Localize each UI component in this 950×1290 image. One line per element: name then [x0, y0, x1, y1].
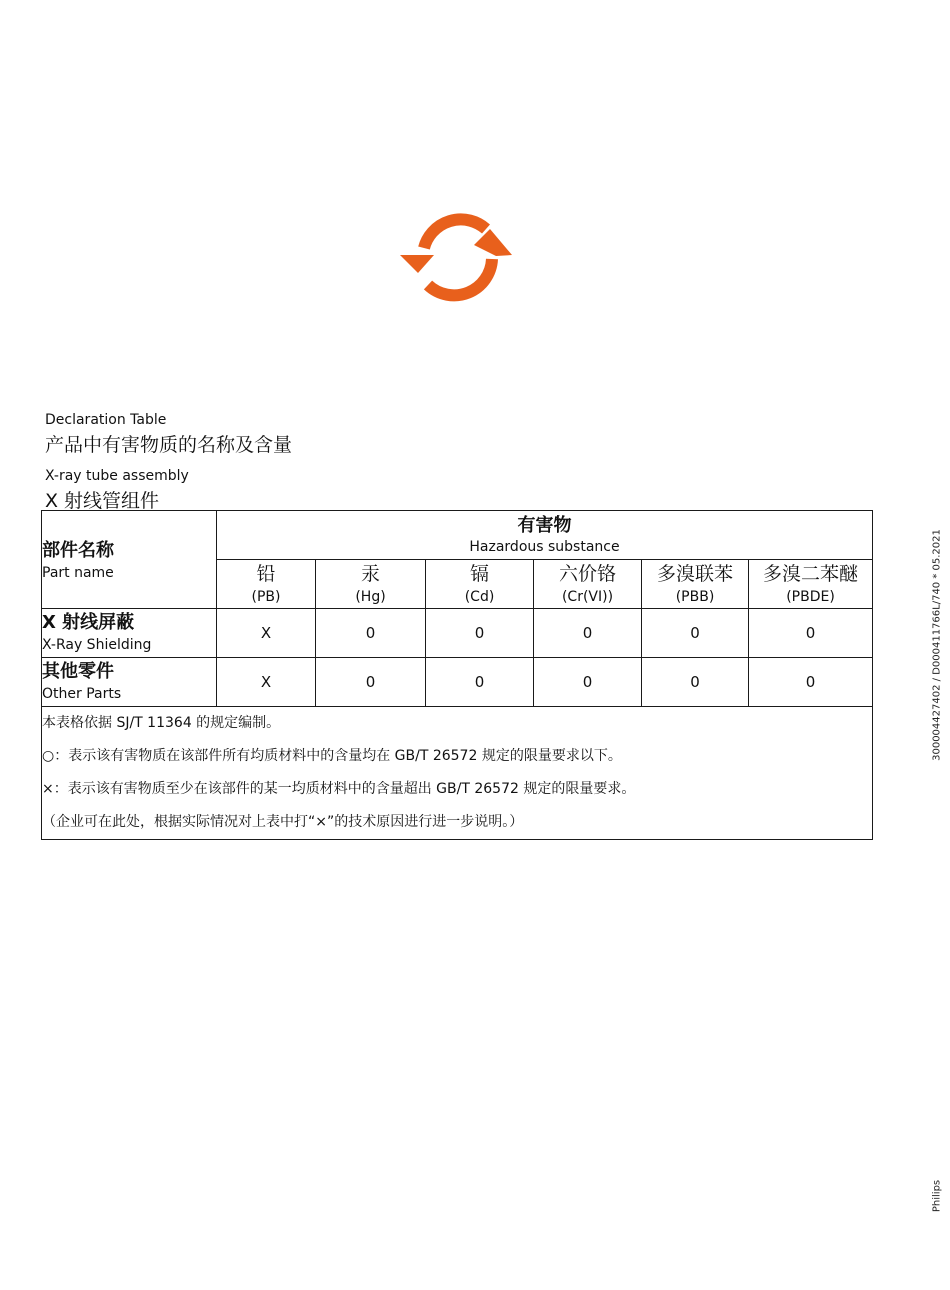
- row-part-name-en: X-Ray Shielding: [42, 637, 152, 653]
- product-name-en: X-ray tube assembly: [45, 468, 189, 484]
- substance-pbde: [749, 560, 873, 609]
- substance-pbb-cn: 多溴联苯: [656, 563, 733, 585]
- table-cell: 0: [426, 658, 534, 707]
- table-cell: 0: [642, 609, 749, 658]
- hazardous-substance-header-cn: 有害物: [517, 515, 572, 536]
- eco-recycle-arrows-icon: [398, 203, 514, 307]
- row-part-name-cn: X 射线屏蔽: [42, 612, 135, 633]
- substance-pbde-cn: 多溴二苯醚: [762, 563, 858, 585]
- table-notes: [42, 707, 873, 840]
- substance-cadmium-en: (Cd): [464, 589, 495, 605]
- substance-mercury-en: (Hg): [355, 589, 386, 605]
- substance-lead-cn: 铅: [256, 563, 276, 585]
- table-cell: 0: [316, 658, 426, 707]
- substance-mercury: [316, 560, 426, 609]
- table-row: [42, 658, 873, 707]
- hazardous-substance-header-en: Hazardous substance: [469, 539, 620, 555]
- hazardous-substance-table: [41, 510, 873, 840]
- row-part-name: [42, 609, 217, 658]
- row-part-name-cn: 其他零件: [42, 661, 114, 682]
- substance-pbb: [642, 560, 749, 609]
- note-standard: 本表格依据 SJ/T 11364 的规定编制。: [42, 715, 281, 731]
- table-cell: 0: [316, 609, 426, 658]
- substance-cadmium-cn: 镉: [469, 563, 489, 585]
- table-cell: 0: [749, 658, 873, 707]
- table-cell: 0: [642, 658, 749, 707]
- substance-hexavalent-chromium: [534, 560, 642, 609]
- part-name-header: [42, 511, 217, 609]
- part-name-header-en: Part name: [42, 564, 114, 581]
- substance-mercury-cn: 汞: [360, 563, 380, 585]
- substance-lead-en: (PB): [251, 589, 281, 605]
- table-cell: 0: [749, 609, 873, 658]
- substance-lead: [217, 560, 316, 609]
- note-circle-meaning: ○：表示该有害物质在该部件所有均质材料中的含量均在 GB/T 26572 规定的限量要求以下。: [42, 748, 622, 764]
- table-cell: X: [217, 609, 316, 658]
- table-cell: 0: [534, 609, 642, 658]
- table-cell: 0: [426, 609, 534, 658]
- substance-pbde-en: (PBDE): [786, 589, 835, 605]
- document-number: 300004427402 / D000411766L/740 * 05.2021: [931, 529, 943, 761]
- substance-hexavalent-chromium-en: (Cr(VI)): [561, 589, 614, 605]
- row-part-name: [42, 658, 217, 707]
- note-company-explanation: （企业可在此处，根据实际情况对上表中打“×”的技术原因进行进一步说明。）: [42, 814, 524, 830]
- brand-name: Philips: [931, 1179, 943, 1213]
- table-cell: X: [217, 658, 316, 707]
- row-part-name-en: Other Parts: [42, 686, 122, 702]
- hazardous-substance-header: [217, 511, 873, 560]
- table-cell: 0: [534, 658, 642, 707]
- declaration-title-cn: 产品中有害物质的名称及含量: [45, 434, 293, 456]
- product-name-cn: X 射线管组件: [45, 490, 160, 512]
- substance-hexavalent-chromium-cn: 六价铬: [558, 563, 616, 585]
- declaration-title-en: Declaration Table: [45, 412, 167, 428]
- substance-cadmium: [426, 560, 534, 609]
- substance-pbb-en: (PBB): [675, 589, 715, 605]
- note-cross-meaning: ×：表示该有害物质至少在该部件的某一均质材料中的含量超出 GB/T 26572 规定的限量要求。: [42, 781, 636, 797]
- table-row: [42, 609, 873, 658]
- part-name-header-cn: 部件名称: [42, 539, 114, 561]
